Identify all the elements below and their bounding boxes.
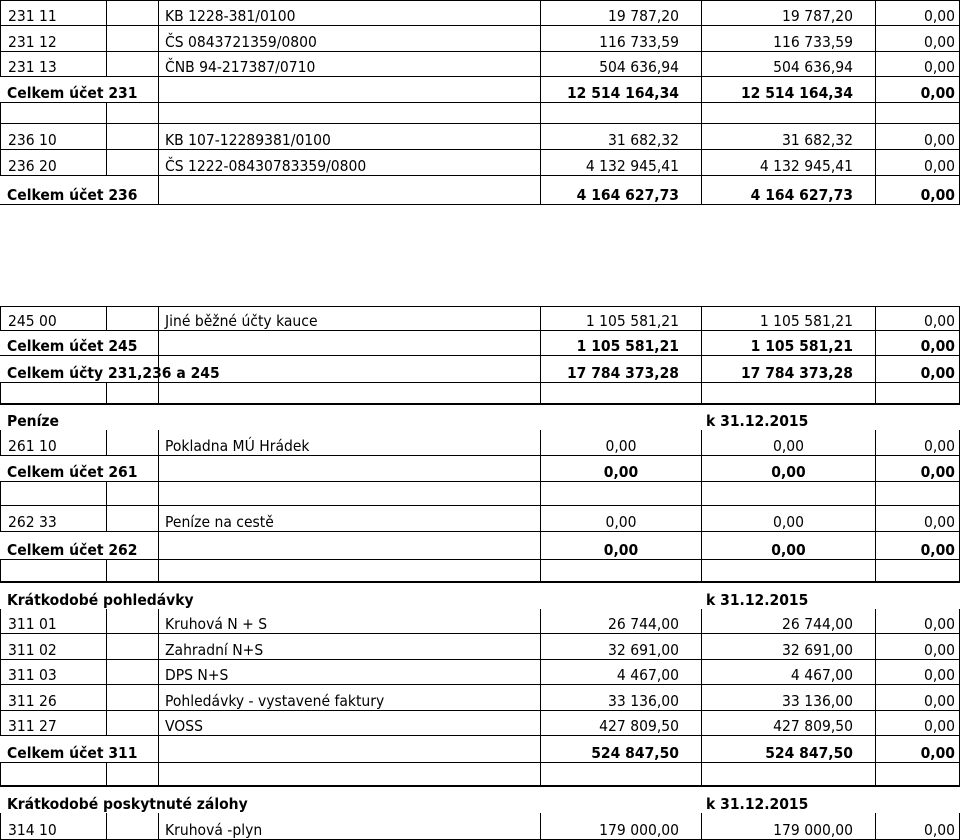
account-code-cell[interactable]: 311 26 [0, 685, 107, 711]
total-row [0, 77, 960, 103]
value-cell-1[interactable] [541, 482, 702, 506]
empty-cell[interactable] [159, 383, 541, 404]
empty-cell[interactable] [159, 331, 541, 356]
empty-cell[interactable] [159, 456, 541, 482]
value-cell-1[interactable]: 4 132 945,41 [541, 150, 702, 176]
value-cell-1[interactable]: 33 136,00 [541, 685, 702, 711]
value-cell-3[interactable]: 0,00 [876, 430, 960, 456]
value-cell-2[interactable]: 4 132 945,41 [702, 150, 876, 176]
empty-cell[interactable] [107, 430, 159, 456]
total-label-cell[interactable]: Celkem účty 231,236 a 245 [0, 356, 159, 383]
value-cell-1[interactable]: 524 847,50 [541, 736, 702, 763]
value-cell-2[interactable]: 0,00 [702, 532, 876, 560]
table-row [0, 711, 960, 736]
section-header-row [0, 404, 960, 430]
account-code-cell[interactable]: 231 12 [0, 26, 107, 52]
value-cell-3[interactable]: 0,00 [876, 456, 960, 482]
value-cell-1[interactable] [541, 763, 702, 786]
value-cell-1[interactable]: 179 000,00 [541, 813, 702, 840]
table-row [0, 124, 960, 150]
value-cell-3[interactable]: 0,00 [876, 124, 960, 150]
value-cell-3[interactable]: 0,00 [876, 176, 960, 205]
value-cell-3[interactable] [876, 103, 960, 124]
value-cell-2[interactable]: 0,00 [702, 456, 876, 482]
value-cell-3[interactable]: 0,00 [876, 52, 960, 77]
account-name-cell[interactable]: VOSS [159, 711, 541, 736]
value-cell-1[interactable]: 31 682,32 [541, 124, 702, 150]
table-row [0, 26, 960, 52]
account-name-cell[interactable]: Peníze na cestě [159, 506, 541, 532]
value-cell-1[interactable]: 116 733,59 [541, 26, 702, 52]
empty-cell[interactable] [0, 560, 107, 582]
section-title: Peníze [7, 411, 59, 430]
value-cell-2[interactable]: 1 105 581,21 [702, 306, 876, 331]
value-cell-2[interactable]: 26 744,00 [702, 609, 876, 634]
value-cell-2[interactable] [702, 560, 876, 582]
account-code-cell[interactable]: 311 27 [0, 711, 107, 736]
account-name-cell[interactable]: Zahradní N+S [159, 634, 541, 660]
table-row [0, 506, 960, 532]
value-cell-3[interactable]: 0,00 [876, 356, 960, 383]
value-cell-3[interactable]: 0,00 [876, 609, 960, 634]
value-cell-2[interactable] [702, 763, 876, 786]
empty-cell[interactable] [107, 52, 159, 77]
value-cell-2[interactable]: 0,00 [702, 430, 876, 456]
value-cell-2[interactable] [702, 103, 876, 124]
value-cell-2[interactable] [702, 383, 876, 404]
account-code-cell[interactable]: 231 13 [0, 52, 107, 77]
empty-cell[interactable] [159, 736, 541, 763]
empty-cell[interactable] [159, 482, 541, 506]
empty-cell[interactable] [159, 176, 541, 205]
total-row [0, 356, 960, 383]
empty-cell[interactable] [159, 77, 541, 103]
value-cell-2[interactable]: 504 636,94 [702, 52, 876, 77]
account-code-cell[interactable]: 245 00 [0, 306, 107, 331]
empty-cell[interactable] [107, 383, 159, 404]
account-code-cell[interactable]: 261 10 [0, 430, 107, 456]
account-name-cell[interactable]: ČS 0843721359/0800 [159, 26, 541, 52]
blank-row [0, 763, 960, 786]
account-code-cell[interactable]: 236 10 [0, 124, 107, 150]
empty-cell[interactable] [0, 763, 107, 786]
empty-cell[interactable] [107, 660, 159, 685]
total-label-cell[interactable]: Celkem účet 261 [0, 456, 159, 482]
value-cell-2[interactable]: 19 787,20 [702, 0, 876, 26]
table-row [0, 150, 960, 176]
value-cell-1[interactable]: 1 105 581,21 [541, 306, 702, 331]
empty-cell[interactable] [107, 560, 159, 582]
section-date: k 31.12.2015 [706, 794, 809, 813]
value-cell-1[interactable] [541, 383, 702, 404]
value-cell-1[interactable] [541, 560, 702, 582]
blank-row [0, 560, 960, 582]
value-cell-2[interactable]: 31 682,32 [702, 124, 876, 150]
value-cell-3[interactable]: 0,00 [876, 711, 960, 736]
value-cell-2[interactable]: 179 000,00 [702, 813, 876, 840]
value-cell-1[interactable]: 17 784 373,28 [541, 356, 702, 383]
total-row [0, 331, 960, 356]
value-cell-3[interactable] [876, 383, 960, 404]
account-code-cell[interactable]: 311 03 [0, 660, 107, 685]
section-date: k 31.12.2015 [706, 590, 809, 609]
value-cell-2[interactable]: 524 847,50 [702, 736, 876, 763]
blank-row [0, 482, 960, 506]
value-cell-3[interactable]: 0,00 [876, 0, 960, 26]
value-cell-1[interactable]: 0,00 [541, 532, 702, 560]
value-cell-1[interactable]: 0,00 [541, 506, 702, 532]
value-cell-1[interactable]: 32 691,00 [541, 634, 702, 660]
table-row [0, 685, 960, 711]
table-row [0, 306, 960, 331]
empty-cell[interactable] [107, 26, 159, 52]
account-name-cell[interactable]: Kruhová -plyn [159, 813, 541, 840]
empty-cell[interactable] [107, 685, 159, 711]
total-row [0, 736, 960, 763]
empty-cell[interactable] [0, 103, 107, 124]
empty-cell[interactable] [159, 763, 541, 786]
value-cell-3[interactable]: 0,00 [876, 331, 960, 356]
value-cell-1[interactable]: 504 636,94 [541, 52, 702, 77]
empty-cell[interactable] [159, 103, 541, 124]
empty-cell[interactable] [0, 383, 107, 404]
empty-cell[interactable] [159, 532, 541, 560]
account-name-cell[interactable]: Jiné běžné účty kauce [159, 306, 541, 331]
account-name-cell[interactable]: Pokladna MÚ Hrádek [159, 430, 541, 456]
section-header-row [0, 786, 960, 813]
empty-cell[interactable] [0, 482, 107, 506]
empty-cell[interactable] [107, 306, 159, 331]
value-cell-2[interactable]: 0,00 [702, 506, 876, 532]
value-cell-3[interactable]: 0,00 [876, 506, 960, 532]
empty-cell[interactable] [107, 609, 159, 634]
value-cell-3[interactable]: 0,00 [876, 736, 960, 763]
value-cell-1[interactable]: 427 809,50 [541, 711, 702, 736]
section-header-row [0, 582, 960, 609]
value-cell-2[interactable]: 4 467,00 [702, 660, 876, 685]
table-row [0, 634, 960, 660]
total-label-cell[interactable]: Celkem účet 311 [0, 736, 159, 763]
empty-cell[interactable] [107, 124, 159, 150]
value-cell-3[interactable]: 0,00 [876, 660, 960, 685]
total-row [0, 532, 960, 560]
account-code-cell[interactable]: 236 20 [0, 150, 107, 176]
value-cell-2[interactable]: 32 691,00 [702, 634, 876, 660]
empty-cell[interactable] [107, 506, 159, 532]
empty-cell[interactable] [107, 763, 159, 786]
value-cell-2[interactable]: 1 105 581,21 [702, 331, 876, 356]
empty-cell[interactable] [107, 0, 159, 26]
empty-cell[interactable] [107, 711, 159, 736]
total-label-cell[interactable]: Celkem účet 262 [0, 532, 159, 560]
account-name-cell[interactable]: ČNB 94-217387/0710 [159, 52, 541, 77]
empty-cell[interactable] [107, 634, 159, 660]
value-cell-3[interactable] [876, 560, 960, 582]
account-name-cell[interactable]: DPS N+S [159, 660, 541, 685]
account-code-cell[interactable]: 231 11 [0, 0, 107, 26]
section-title: Krátkodobé poskytnuté zálohy [7, 794, 248, 813]
table-row [0, 0, 960, 26]
value-cell-2[interactable] [702, 482, 876, 506]
value-cell-2[interactable]: 116 733,59 [702, 26, 876, 52]
table-row [0, 609, 960, 634]
value-cell-3[interactable]: 0,00 [876, 306, 960, 331]
account-name-cell[interactable]: Pohledávky - vystavené faktury [159, 685, 541, 711]
value-cell-2[interactable]: 12 514 164,34 [702, 77, 876, 103]
empty-cell[interactable] [107, 103, 159, 124]
empty-cell[interactable] [107, 482, 159, 506]
blank-row [0, 383, 960, 404]
value-cell-3[interactable]: 0,00 [876, 532, 960, 560]
table-row [0, 430, 960, 456]
value-cell-3[interactable]: 0,00 [876, 26, 960, 52]
value-cell-3[interactable]: 0,00 [876, 150, 960, 176]
value-cell-1[interactable]: 4 467,00 [541, 660, 702, 685]
section-date: k 31.12.2015 [706, 411, 809, 430]
value-cell-1[interactable]: 12 514 164,34 [541, 77, 702, 103]
total-row [0, 176, 960, 205]
value-cell-2[interactable]: 427 809,50 [702, 711, 876, 736]
table-row [0, 813, 960, 840]
account-name-cell[interactable]: ČS 1222-08430783359/0800 [159, 150, 541, 176]
value-cell-2[interactable]: 33 136,00 [702, 685, 876, 711]
value-cell-3[interactable]: 0,00 [876, 813, 960, 840]
account-code-cell[interactable]: 314 10 [0, 813, 107, 840]
value-cell-2[interactable]: 17 784 373,28 [702, 356, 876, 383]
empty-cell[interactable] [107, 813, 159, 840]
empty-cell[interactable] [107, 150, 159, 176]
table-row [0, 660, 960, 685]
empty-cell[interactable] [159, 560, 541, 582]
section-title: Krátkodobé pohledávky [7, 590, 194, 609]
value-cell-3[interactable]: 0,00 [876, 634, 960, 660]
table-row [0, 52, 960, 77]
empty-cell[interactable] [159, 356, 541, 383]
value-cell-1[interactable]: 0,00 [541, 430, 702, 456]
total-label-cell[interactable]: Celkem účet 236 [0, 176, 159, 205]
account-name-cell[interactable]: KB 107-12289381/0100 [159, 124, 541, 150]
account-code-cell[interactable]: 311 02 [0, 634, 107, 660]
value-cell-3[interactable] [876, 482, 960, 506]
account-code-cell[interactable]: 311 01 [0, 609, 107, 634]
blank-row [0, 103, 960, 124]
value-cell-1[interactable]: 19 787,20 [541, 0, 702, 26]
account-name-cell[interactable]: KB 1228-381/0100 [159, 0, 541, 26]
value-cell-1[interactable]: 26 744,00 [541, 609, 702, 634]
total-label-cell[interactable]: Celkem účet 245 [0, 331, 159, 356]
value-cell-1[interactable]: 1 105 581,21 [541, 331, 702, 356]
total-label-cell[interactable]: Celkem účet 231 [0, 77, 159, 103]
value-cell-3[interactable]: 0,00 [876, 685, 960, 711]
value-cell-1[interactable] [541, 103, 702, 124]
value-cell-1[interactable]: 4 164 627,73 [541, 176, 702, 205]
value-cell-3[interactable] [876, 763, 960, 786]
value-cell-2[interactable]: 4 164 627,73 [702, 176, 876, 205]
account-name-cell[interactable]: Kruhová N + S [159, 609, 541, 634]
account-code-cell[interactable]: 262 33 [0, 506, 107, 532]
total-row [0, 456, 960, 482]
value-cell-1[interactable]: 0,00 [541, 456, 702, 482]
value-cell-3[interactable]: 0,00 [876, 77, 960, 103]
